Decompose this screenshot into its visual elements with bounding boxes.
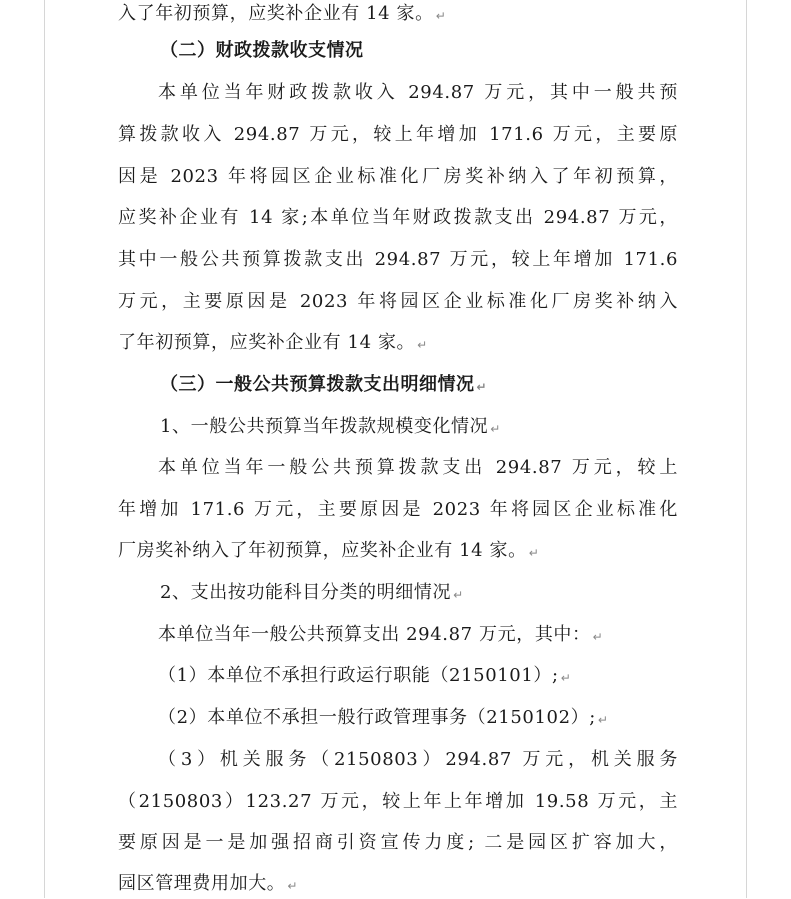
paragraph-mark-icon: ↵ [476,380,487,394]
paragraph-mark-icon: ↵ [417,338,428,352]
text-line: 年增加 171.6 万元，主要原因是 2023 年将园区企业标准化 [118,499,678,520]
heading-text: （二）财政拨款收支情况 [160,40,364,61]
text-line [158,663,678,689]
text-line: 应奖补企业有 14 家;本单位当年财政拨款支出 294.87 万元， [118,207,678,228]
paragraph-mark-icon: ↵ [528,546,539,560]
text-line: 本单位当年财政拨款收入 294.87 万元，其中一般共预 [158,82,678,103]
text-line [160,580,680,606]
paragraph-mark-icon: ↵ [592,630,603,644]
paragraph-mark-icon: ↵ [560,671,571,685]
text-line [118,538,678,564]
page-margin-right-border [746,0,747,898]
text-line: 万元，主要原因是 2023 年将园区企业标准化厂房奖补纳入 [118,291,678,312]
paragraph-mark-icon: ↵ [453,588,464,602]
text-line: 本单位当年一般公共预算拨款支出 294.87 万元，较上 [158,457,678,478]
paragraph-mark-icon: ↵ [490,422,501,436]
line-text: 了年初预算，应奖补企业有 14 家。 [118,332,416,353]
line-text: 2、支出按功能科目分类的明细情况 [160,582,452,603]
text-line: 要原因是一是加强招商引资宣传力度; 二是园区扩容加大， [118,832,678,853]
text-line [118,1,678,27]
text-line [158,622,678,648]
paragraph-mark-icon: ↵ [287,879,298,893]
text-line: （2150803）123.27 万元，较上年上年增加 19.58 万元，主 [118,791,678,812]
text-line [158,705,678,731]
line-text: 本单位当年一般公共预算支出 294.87 万元，其中： [158,624,591,645]
section-heading-2 [160,38,720,64]
paragraph-mark-icon: ↵ [597,713,608,727]
line-text: 园区管理费用加大。 [118,873,286,894]
heading-text: （三）一般公共预算拨款支出明细情况 [160,374,475,395]
text-line: 其中一般公共预算拨款支出 294.87 万元，较上年增加 171.6 [118,249,678,270]
paragraph-mark-icon: ↵ [435,9,446,23]
line-text: （1）本单位不承担行政运行职能（2150101）; [158,665,559,686]
text-line: （3）机关服务（2150803）294.87 万元，机关服务 [158,749,678,770]
line-text: 1、一般公共预算当年拨款规模变化情况 [160,416,489,437]
page-margin-left-border [44,0,45,898]
section-heading-3 [160,372,720,398]
text-line [160,414,680,440]
line-text: 入了年初预算，应奖补企业有 14 家。 [118,3,434,24]
text-line: 算拨款收入 294.87 万元，较上年增加 171.6 万元，主要原 [118,124,678,145]
text-line [118,871,678,897]
text-line [118,330,678,356]
text-line: 因是 2023 年将园区企业标准化厂房奖补纳入了年初预算， [118,166,678,187]
line-text: 厂房奖补纳入了年初预算，应奖补企业有 14 家。 [118,540,527,561]
line-text: （2）本单位不承担一般行政管理事务（2150102）; [158,707,596,728]
